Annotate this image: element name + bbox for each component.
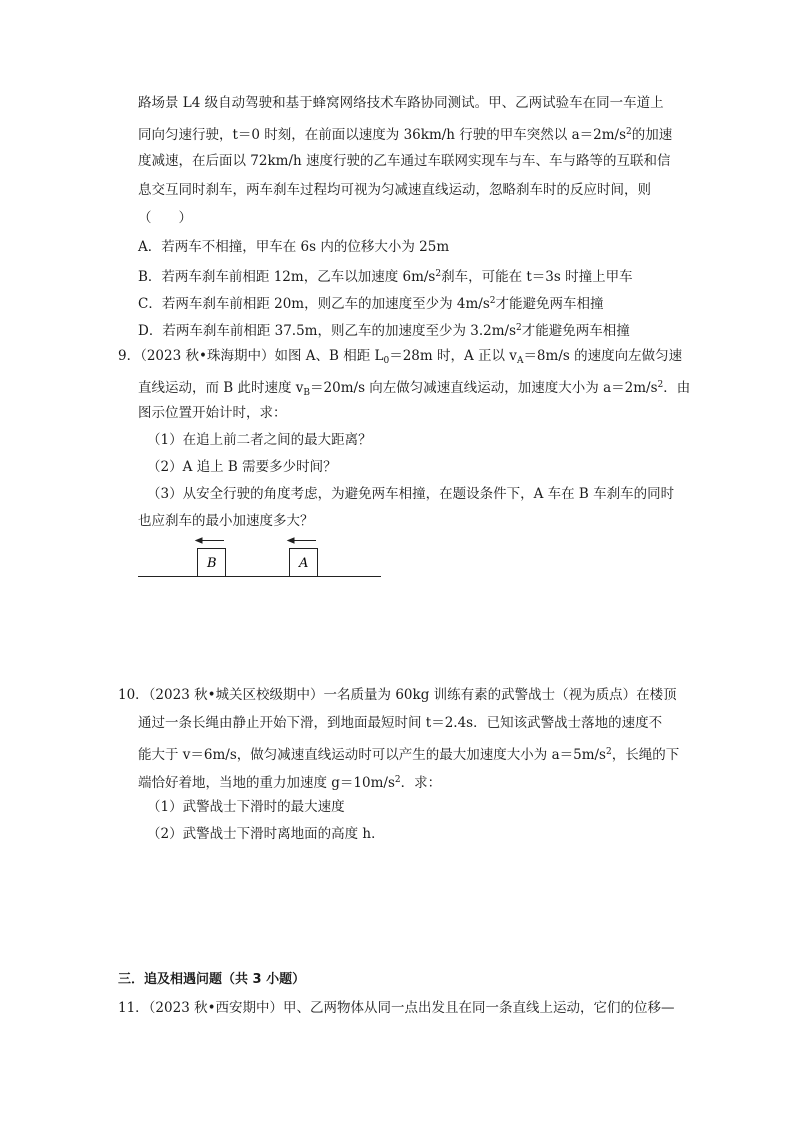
q9-line-2 xyxy=(138,375,690,403)
q8-option-c-b: 才能避免两车相撞 xyxy=(495,296,604,312)
q9-line-1b: ＝28m 时，A 正以 v xyxy=(389,348,517,364)
q10-line-1: 10．（2023 秋•城关区校级期中）一名质量为 60kg 训练有素的武警战士（视为质点）在楼顶 xyxy=(118,687,677,703)
arrow-left-icon xyxy=(288,538,316,543)
q10-subq-2: （2）武警战士下滑时离地面的高度 h． xyxy=(147,826,385,842)
arrow-left-icon xyxy=(196,538,224,543)
q9-line-1 xyxy=(118,346,682,371)
sub-a: A xyxy=(516,356,524,366)
sup-2: 2 xyxy=(657,380,664,390)
q9-subq-1: （1）在追上前二者之间的最大距离？ xyxy=(147,432,372,448)
q10-subq-1: （1）武警战士下滑时的最大速度 xyxy=(147,799,345,815)
q8-option-a: A．若两车不相撞，甲车在 6s 内的位移大小为 25m xyxy=(138,239,450,255)
q9-line-1a: 9．（2023 秋•珠海期中）如图 A、B 相距 L xyxy=(118,348,384,364)
q8-line-2b: 的加速 xyxy=(631,127,673,143)
sup-2: 2 xyxy=(606,747,612,757)
q8-option-b-a: B．若两车刹车前相距 12m，乙车以加速度 6m/s xyxy=(138,269,436,285)
q8-line-5: （ ） xyxy=(138,210,192,226)
q10-line-3 xyxy=(138,742,679,765)
q9-line-2a: 直线运动，而 B 此时速度 v xyxy=(138,380,304,396)
q8-line-2a: 同向匀速行驶，t＝0 时刻，在前面以速度为 36km/h 行驶的甲车突然以 a＝2m/s xyxy=(138,127,626,143)
q8-option-d-b: 才能避免两车相撞 xyxy=(521,323,630,339)
section-3-heading: 三．追及相遇问题（共 3 小题） xyxy=(118,972,306,987)
q8-line-1: 路场景 L4 级自动驾驶和基于蜂窝网络技术车路协同测试。甲、乙两试验车在同一车道上 xyxy=(138,95,664,111)
q9-line-2c: ．由 xyxy=(663,380,691,396)
q8-line-2 xyxy=(138,122,672,145)
q10-line-4b: ．求： xyxy=(400,775,442,791)
q10-line-3b: ，长绳的下 xyxy=(611,747,680,763)
q8-option-c xyxy=(138,291,604,314)
q10-line-2: 通过一条长绳由静止开始下滑，到地面最短时间 t＝2.4s．已知该武警战士落地的速度不 xyxy=(138,715,663,731)
q8-option-c-a: C．若两车刹车前相距 20m，则乙车的加速度至少为 4m/s xyxy=(138,296,490,312)
q8-option-d-a: D．若两车刹车前相距 37.5m，则乙车的加速度至少为 3.2m/s xyxy=(138,323,517,339)
sup-2: 2 xyxy=(626,127,632,137)
q8-option-d xyxy=(138,318,630,341)
q9-subq-3a: （3）从安全行驶的角度考虑，为避免两车相撞，在题设条件下，A 车在 B 车刹车的同时 xyxy=(147,486,675,502)
block-a-label: A xyxy=(299,556,309,571)
q9-subq-2: （2）A 追上 B 需要多少时间？ xyxy=(147,459,337,475)
q9-line-2b: ＝20m/s 向左做匀减速直线运动，加速度大小为 a＝2m/s xyxy=(310,380,658,396)
q9-subq-3b: 也应刹车的最小加速度多大？ xyxy=(138,513,314,529)
sub-b: B xyxy=(303,388,311,398)
q9-line-1c: ＝8m/s 的速度向左做匀速 xyxy=(523,348,683,364)
q8-option-b xyxy=(138,264,633,287)
block-b-label: B xyxy=(207,556,217,571)
sub-0: 0 xyxy=(383,356,390,366)
sup-2: 2 xyxy=(516,323,522,333)
q8-line-4: 息交互同时刹车，两车刹车过程均可视为匀减速直线运动，忽略刹车时的反应时间，则 xyxy=(138,182,651,198)
q8-option-b-b: 刹车，可能在 t＝3s 时撞上甲车 xyxy=(441,269,633,285)
sup-2: 2 xyxy=(394,775,401,785)
q9-figure xyxy=(130,533,390,583)
q10-line-4a: 端恰好着地，当地的重力加速度 g＝10m/s xyxy=(138,775,395,791)
sup-2: 2 xyxy=(435,269,442,279)
q10-line-3a: 能大于 v＝6m/s，做匀减速直线运动时可以产生的最大加速度大小为 a＝5m/s xyxy=(138,747,606,763)
q11-line-1: 11．（2023 秋•西安期中）甲、乙两物体从同一点出发且在同一条直线上运动，它们的位移— xyxy=(118,1000,675,1016)
q9-line-3: 图示位置开始计时，求： xyxy=(138,405,287,421)
sup-2: 2 xyxy=(489,296,496,306)
q8-line-3: 度减速，在后面以 72km/h 速度行驶的乙车通过车联网实现车与车、车与路等的互联和信 xyxy=(138,153,671,169)
q10-line-4 xyxy=(138,770,441,793)
